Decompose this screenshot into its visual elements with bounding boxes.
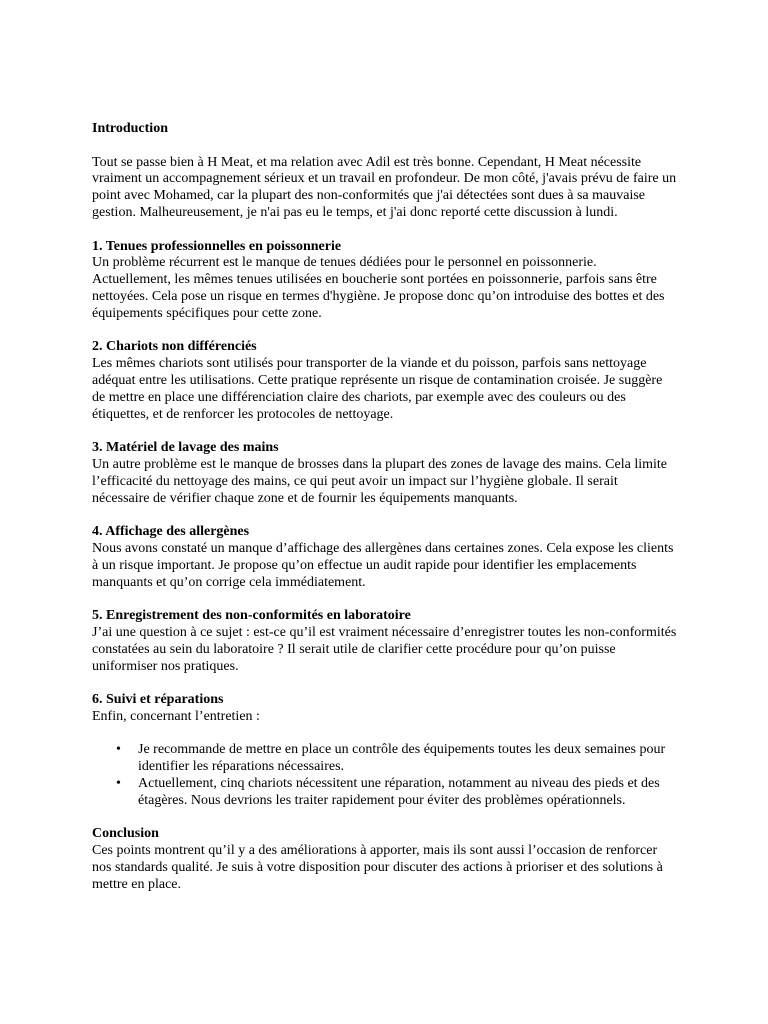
intro-paragraph: Tout se passe bien à H Meat, et ma relation avec Adil est très bonne. Cependant, H Meat nécessite vraiment un accompagnement sérieux et un travail en profondeur. De mon côté, j'avais prévu de faire un point avec Mohamed, car la plupart des non-conformités que j'ai détectées sont dues à sa mauvaise gestion. Malheureusement, je n'ai pas eu le temps, et j'ai donc reporté cette discussion à lundi. — [92, 154, 677, 220]
list-item: • Je recommande de mettre en place un contrôle des équipements toutes les deux semaines pour identifier les réparations nécessaires. — [138, 742, 678, 776]
section-title: 6. Suivi et réparations — [92, 692, 224, 708]
document-page — [92, 121, 678, 910]
section-text: Nous avons constaté un manque d’affichage des allergènes dans certaines zones. Cela expose les clients à un risque important. Je propose qu’on effectue un audit rapide pour identifier les emplacements manquants et qu’on corrige cela immédiatement. — [92, 540, 674, 590]
conclusion — [92, 826, 678, 893]
conclusion-text: Ces points montrent qu’il y a des améliorations à apporter, mais ils sont aussi l’occasion de renforcer nos standards qualité. Je suis à votre disposition pour discuter des actions à prioriser et des solutions à mettre en place. — [92, 843, 663, 892]
section-title: 3. Matériel de lavage des mains — [92, 440, 279, 456]
section-title: 5. Enregistrement des non-conformités en laboratoire — [92, 608, 411, 624]
section-6 — [92, 692, 678, 810]
section-1 — [92, 239, 678, 323]
section-3 — [92, 440, 678, 507]
section-text: Enfin, concernant l’entretien : — [92, 708, 260, 724]
section-text: Un problème récurrent est le manque de tenues dédiées pour le personnel en poissonnerie. Actuellement, les mêmes tenues utilisées en boucherie sont portées en poissonnerie, parfois sans être nettoyées. Cela pose un risque en termes d'hygiène. Je propose donc qu’on introduise des bottes et des équipements spécifiques pour cette zone. — [92, 255, 665, 321]
conclusion-heading: Conclusion — [92, 826, 159, 842]
bullet-list — [92, 742, 678, 809]
section-5 — [92, 608, 678, 675]
section-text: Les mêmes chariots sont utilisés pour transporter de la viande et du poisson, parfois sans nettoyage adéquat entre les utilisations. Cette pratique représente un risque de contamination croisée. Je suggère de mettre en place une différenciation claire des chariots, par exemple avec des couleurs ou des étiquettes, et de renforcer les protocoles de nettoyage. — [92, 356, 663, 422]
list-item: • Actuellement, cinq chariots nécessitent une réparation, notamment au niveau des pieds et des étagères. Nous devrions les traiter rapidement pour éviter des problèmes opérationnels. — [138, 776, 678, 810]
section-title: 1. Tenues professionnelles en poissonnerie — [92, 238, 342, 254]
section-text: Un autre problème est le manque de brosses dans la plupart des zones de lavage des mains. Cela limite l’efficacité du nettoyage des mains, ce qui peut avoir un impact sur l’hygiène globale. Il serait nécessaire de vérifier chaque zone et de fournir les équipements manquants. — [92, 456, 667, 506]
intro-heading: Introduction — [92, 121, 168, 136]
section-title: 4. Affichage des allergènes — [92, 524, 250, 540]
section-text: J’ai une question à ce sujet : est-ce qu’il est vraiment nécessaire d’enregistrer toutes les non-conformités constatées au sein du laboratoire ? Il serait utile de clarifier cette procédure pour qu’on puisse uniformiser nos pratiques. — [92, 624, 677, 674]
section-4 — [92, 524, 678, 591]
section-title: 2. Chariots non différenciés — [92, 339, 257, 355]
section-2 — [92, 339, 678, 423]
